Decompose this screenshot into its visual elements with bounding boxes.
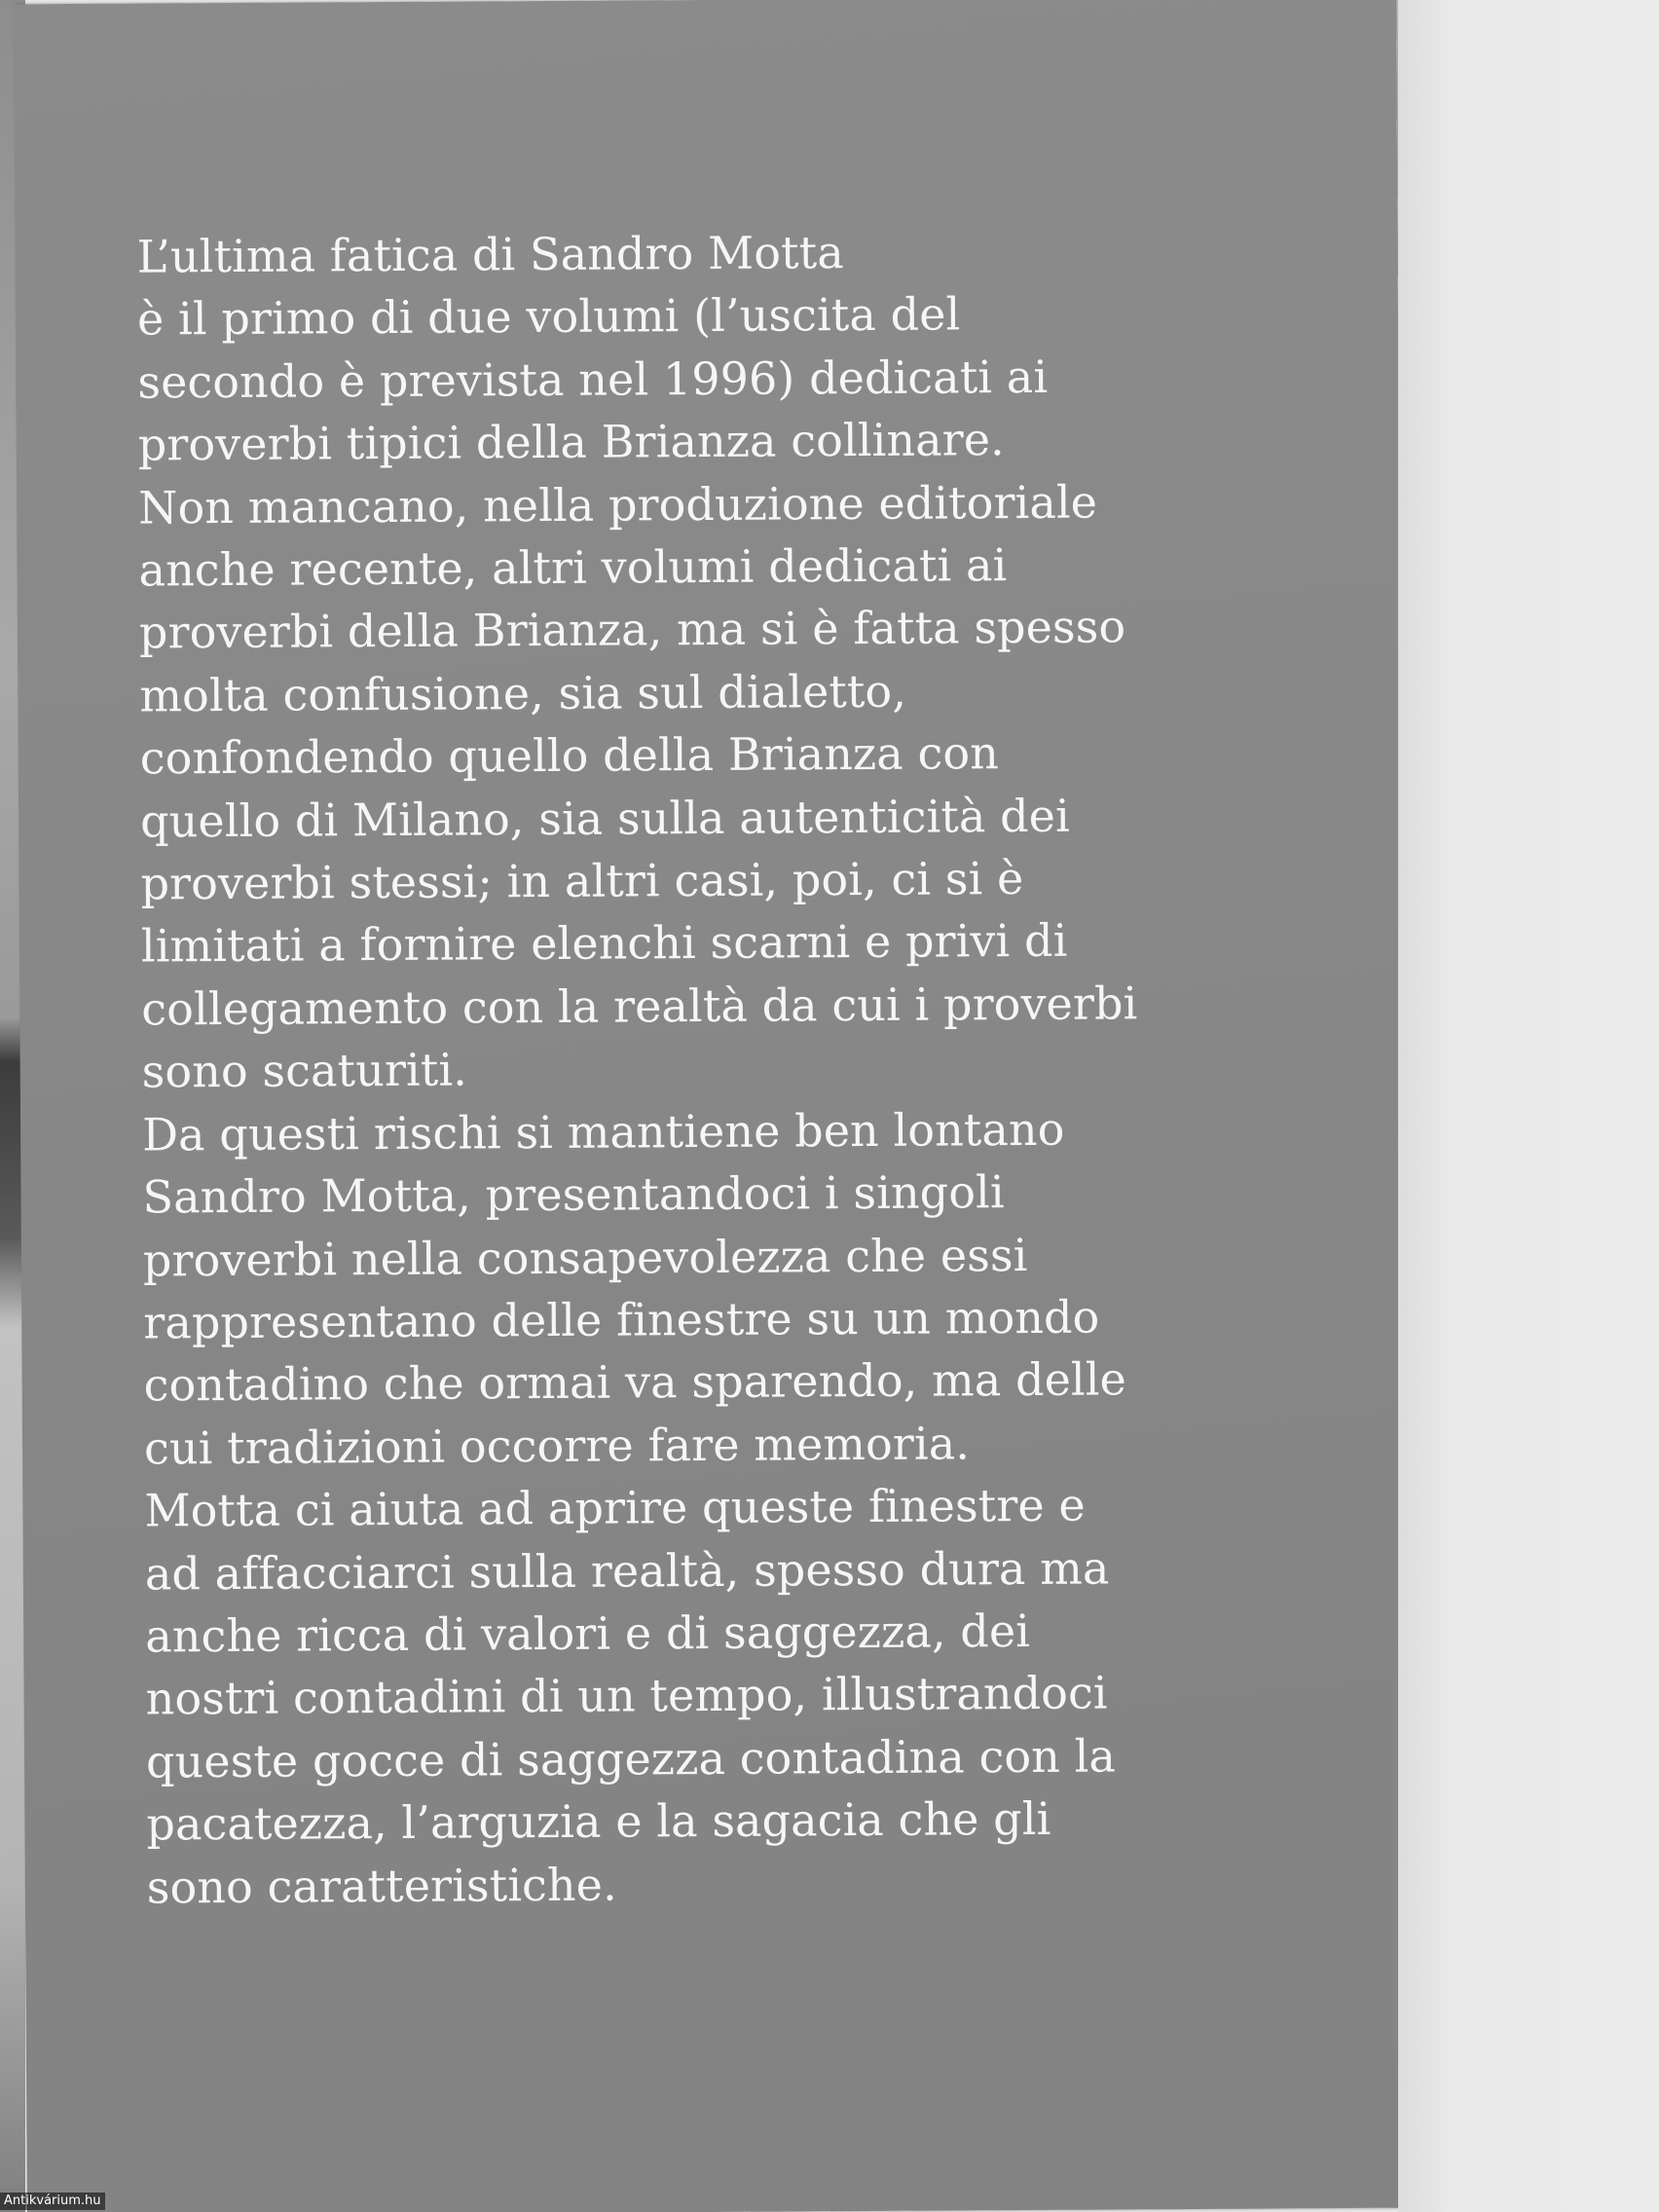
blurb-line: proverbi della Brianza, ma si è fatta spesso — [138, 600, 1126, 659]
blurb-line: anche ricca di valori e di saggezza, dei — [145, 1604, 1031, 1663]
blurb-line: contadino che ormai va sparendo, ma delle — [143, 1352, 1127, 1412]
blurb-line: ad affacciarci sulla realtà, spesso dura ma — [144, 1541, 1110, 1601]
blurb-line: secondo è prevista nel 1996) dedicati ai — [137, 350, 1049, 409]
blurb-line: molta confusione, sia sul dialetto, — [139, 664, 907, 722]
blurb-line: proverbi tipici della Brianza collinare. — [137, 413, 1005, 471]
back-cover — [14, 0, 1410, 2212]
blurb-line: sono scaturiti. — [141, 1043, 468, 1098]
blurb-line: Motta ci aiuta ad aprire queste finestre e — [144, 1478, 1086, 1537]
back-cover-blurb — [136, 218, 1345, 1918]
blurb-line: è il primo di due volumi (l’uscita del — [136, 287, 961, 346]
watermark: Antikvárium.hu — [0, 2193, 105, 2210]
blurb-line: proverbi nella consapevolezza che essi — [142, 1228, 1028, 1287]
blurb-line: Da questi rischi si mantiene ben lontano — [141, 1102, 1065, 1161]
blurb-line: sono caratteristiche. — [146, 1858, 617, 1914]
blurb-line: Non mancano, nella produzione editoriale — [138, 475, 1098, 535]
blurb-line: nostri contadini di un tempo, illustrandoci — [145, 1666, 1108, 1725]
adjacent-white-page — [1398, 0, 1659, 2212]
blurb-line: queste gocce di saggezza contadina con la — [145, 1729, 1117, 1788]
blurb-line: L’ultima fatica di Sandro Motta — [136, 226, 844, 283]
blurb-line: rappresentano delle finestre su un mondo — [143, 1290, 1100, 1349]
blurb-line: anche recente, altri volumi dedicati ai — [138, 538, 1008, 597]
blurb-line: cui tradizioni occorre fare memoria. — [143, 1417, 971, 1475]
blurb-line: collegamento con la realtà da cui i proverbi — [141, 977, 1138, 1036]
blurb-line: proverbi stessi; in altri casi, poi, ci si è — [140, 852, 1024, 910]
blurb-line: quello di Milano, sia sulla autenticità dei — [139, 789, 1070, 848]
blurb-line: confondendo quello della Brianza con — [139, 726, 1000, 785]
blurb-line: Sandro Motta, presentandoci i singoli — [142, 1165, 1005, 1224]
blurb-line: pacatezza, l’arguzia e la sagacia che gli — [146, 1792, 1051, 1851]
blurb-line: limitati a fornire elenchi scarni e privi di — [140, 914, 1068, 974]
